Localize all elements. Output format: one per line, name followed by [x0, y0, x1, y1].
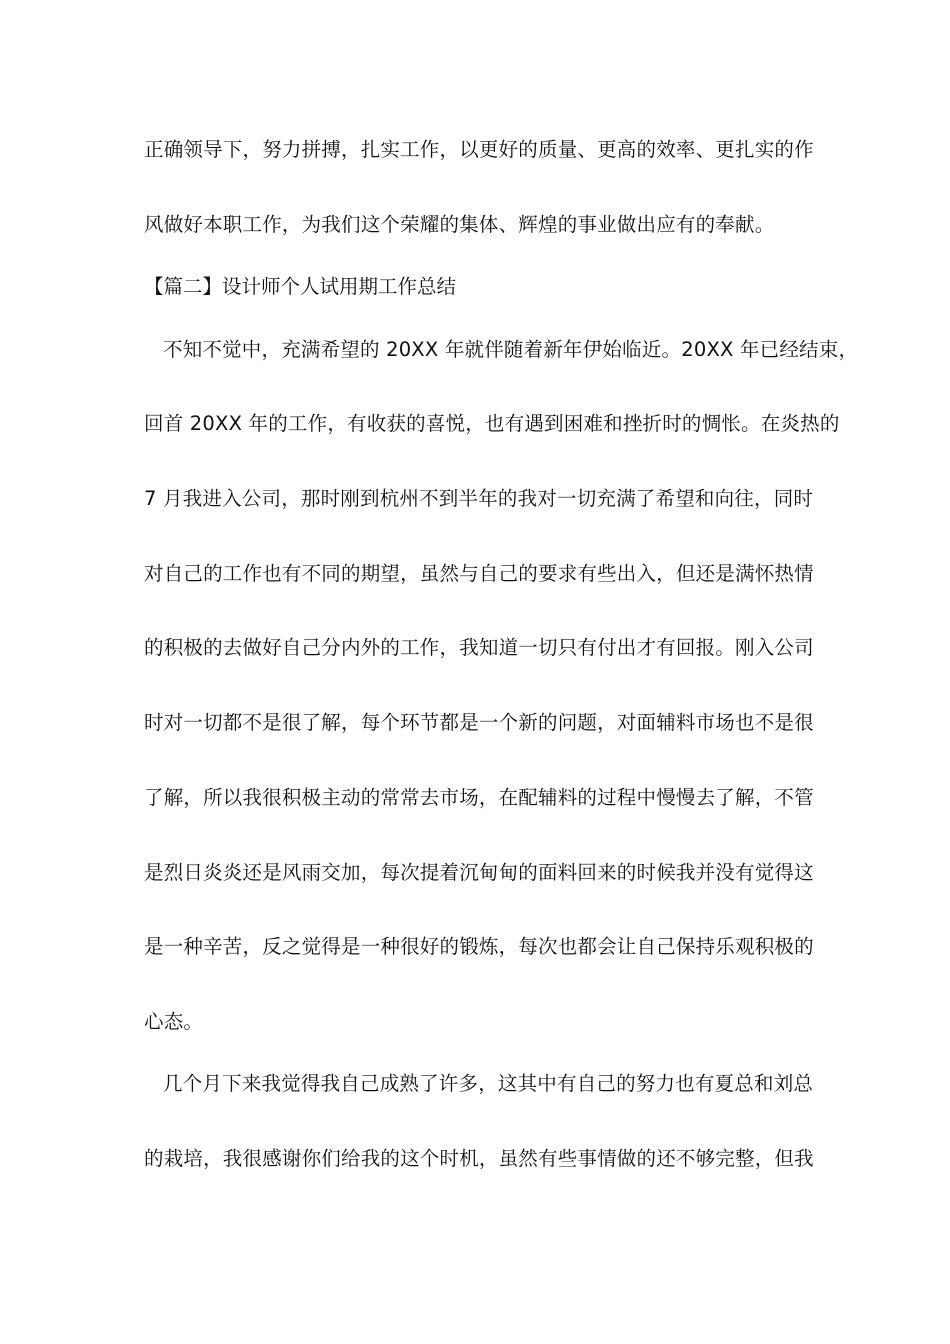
text-line: 正确领导下，努力拼搏，扎实工作，以更好的质量、更高的效率、更扎实的作	[144, 138, 814, 161]
text-line: 的积极的去做好自己分内外的工作，我知道一切只有付出才有回报。刚入公司	[144, 636, 814, 659]
paragraph-first-line: 几个月下来我觉得我自己成熟了许多，这其中有自己的努力也有夏总和刘总	[163, 1072, 814, 1095]
text-line: 风做好本职工作，为我们这个荣耀的集体、辉煌的事业做出应有的奉献。	[144, 213, 775, 236]
section-heading: 【篇二】设计师个人试用期工作总结	[144, 275, 457, 298]
text-line: 是烈日炎炎还是风雨交加，每次提着沉甸甸的面料回来的时候我并没有觉得这	[144, 861, 814, 884]
text-line: 时对一切都不是很了解，每个环节都是一个新的问题，对面辅料市场也不是很	[144, 711, 814, 734]
text-line: 了解，所以我很积极主动的常常去市场，在配辅料的过程中慢慢去了解，不管	[144, 786, 814, 809]
text-line: 心态。	[144, 1010, 204, 1033]
paragraph-first-line: 不知不觉中，充满希望的 20XX 年就伴随着新年伊始临近。20XX 年已经结束，	[163, 338, 859, 361]
text-line: 对自己的工作也有不同的期望，虽然与自己的要求有些出入，但还是满怀热情	[144, 562, 814, 585]
text-line: 7 月我进入公司，那时刚到杭州不到半年的我对一切充满了希望和向往，同时	[144, 487, 814, 510]
text-line: 回首 20XX 年的工作，有收获的喜悦，也有遇到困难和挫折时的惆怅。在炎热的	[144, 412, 840, 435]
text-line: 是一种辛苦，反之觉得是一种很好的锻炼，每次也都会让自己保持乐观积极的	[144, 935, 814, 958]
text-line: 的栽培，我很感谢你们给我的这个时机，虽然有些事情做的还不够完整，但我	[144, 1147, 814, 1170]
